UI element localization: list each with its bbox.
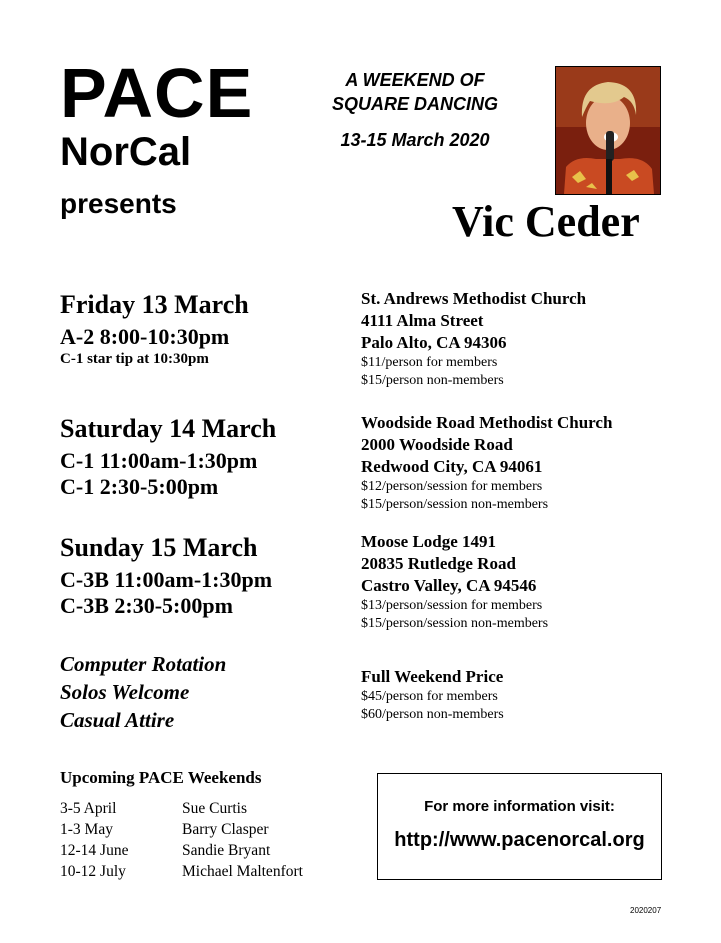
list-item bbox=[60, 861, 303, 882]
tagline bbox=[310, 68, 520, 116]
price-members: $12/person/session for members bbox=[361, 479, 543, 494]
list-item bbox=[60, 819, 303, 840]
venue-street: 20835 Rutledge Road bbox=[361, 554, 516, 573]
features-list bbox=[60, 650, 226, 734]
venue-saturday bbox=[361, 412, 612, 514]
presents-text: presents bbox=[60, 188, 177, 219]
upcoming-weekends bbox=[60, 768, 303, 882]
list-item bbox=[60, 840, 303, 861]
tagline-line1: A WEEKEND OF bbox=[345, 70, 485, 90]
venue-city: Palo Alto, CA 94306 bbox=[361, 333, 507, 352]
venue-street: 4111 Alma Street bbox=[361, 311, 484, 330]
info-box bbox=[377, 773, 662, 880]
list-item bbox=[60, 798, 303, 819]
day-heading: Saturday 14 March bbox=[60, 414, 277, 443]
venue-sunday bbox=[361, 531, 548, 633]
price-members: $13/person/session for members bbox=[361, 598, 543, 613]
website-link[interactable]: http://www.pacenorcal.org bbox=[394, 829, 645, 851]
day-block-sunday bbox=[60, 535, 272, 619]
caller-name: Vic Ceder bbox=[452, 197, 640, 246]
full-weekend-price bbox=[361, 666, 504, 724]
venue-name: Moose Lodge 1491 bbox=[361, 532, 497, 551]
feature-item: Computer Rotation bbox=[60, 652, 227, 676]
full-weekend-title: Full Weekend Price bbox=[361, 667, 504, 686]
info-text: For more information visit: bbox=[424, 798, 615, 815]
session-line: C-3B 11:00am-1:30pm bbox=[60, 567, 273, 592]
weekend-dates: 3-5 April bbox=[60, 800, 117, 817]
weekend-caller: Sandie Bryant bbox=[182, 842, 271, 859]
price-members: $11/person for members bbox=[361, 355, 498, 370]
weekend-caller: Barry Clasper bbox=[182, 821, 269, 838]
venue-street: 2000 Woodside Road bbox=[361, 435, 513, 454]
tagline-line2: SQUARE DANCING bbox=[331, 94, 498, 114]
upcoming-title: Upcoming PACE Weekends bbox=[60, 768, 262, 787]
weekend-dates: 12-14 June bbox=[60, 842, 129, 859]
price-nonmembers: $15/person non-members bbox=[361, 373, 504, 388]
venue-name: St. Andrews Methodist Church bbox=[361, 289, 587, 308]
weekend-caller: Sue Curtis bbox=[182, 800, 248, 817]
org-title: PACE bbox=[60, 54, 254, 132]
venue-city: Castro Valley, CA 94546 bbox=[361, 576, 537, 595]
day-block-saturday bbox=[60, 416, 276, 500]
feature-item: Solos Welcome bbox=[60, 680, 190, 704]
day-heading: Friday 13 March bbox=[60, 290, 249, 319]
event-dates: 13-15 March 2020 bbox=[340, 130, 490, 150]
session-line: A-2 8:00-10:30pm bbox=[60, 324, 230, 349]
price-nonmembers: $15/person/session non-members bbox=[361, 616, 549, 631]
price-nonmembers: $60/person non-members bbox=[361, 707, 504, 722]
venue-friday bbox=[361, 288, 586, 390]
price-nonmembers: $15/person/session non-members bbox=[361, 497, 549, 512]
day-block-friday bbox=[60, 292, 249, 368]
price-members: $45/person for members bbox=[361, 689, 498, 704]
weekend-dates: 10-12 July bbox=[60, 863, 126, 880]
footer-code: 2020207 bbox=[630, 906, 662, 915]
session-line: C-3B 2:30-5:00pm bbox=[60, 593, 233, 618]
session-note: C-1 star tip at 10:30pm bbox=[60, 351, 209, 367]
weekend-caller: Michael Maltenfort bbox=[182, 863, 303, 880]
session-line: C-1 2:30-5:00pm bbox=[60, 474, 219, 499]
caller-photo bbox=[555, 66, 661, 195]
region-title: NorCal bbox=[60, 130, 192, 174]
feature-item: Casual Attire bbox=[60, 708, 175, 732]
weekend-dates: 1-3 May bbox=[60, 821, 113, 838]
session-line: C-1 11:00am-1:30pm bbox=[60, 448, 258, 473]
venue-city: Redwood City, CA 94061 bbox=[361, 457, 543, 476]
venue-name: Woodside Road Methodist Church bbox=[361, 413, 613, 432]
day-heading: Sunday 15 March bbox=[60, 533, 258, 562]
